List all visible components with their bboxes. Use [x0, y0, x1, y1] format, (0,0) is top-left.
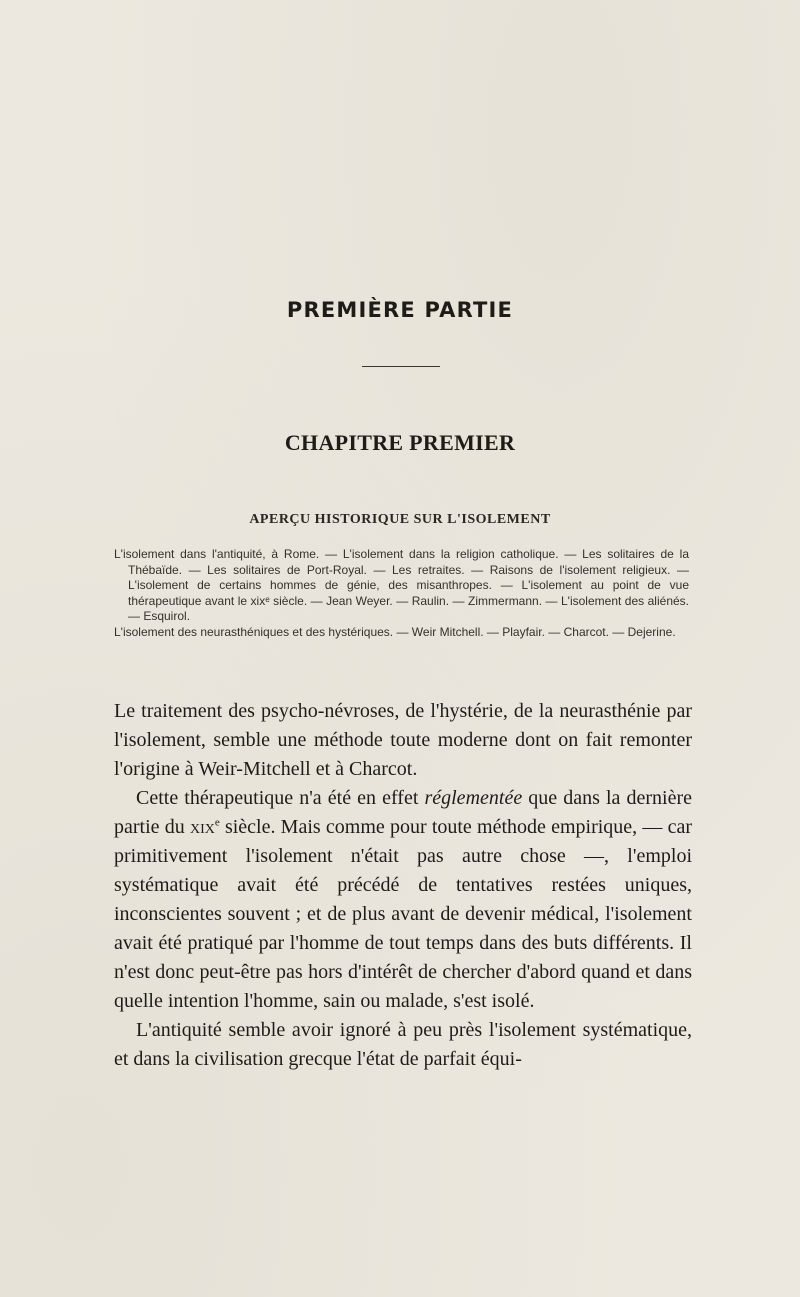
body-paragraph-3: L'antiquité semble avoir ignoré à peu près l'isolement systématique, et dans la civilisation grecque l'état de parfait équi- [114, 1019, 692, 1070]
body-paragraph-2 [114, 784, 692, 1016]
body-text [114, 697, 692, 1074]
century-numeral: xix [189, 816, 215, 838]
summary-paragraph: L'isolement dans l'antiquité, à Rome. — L'isolement dans la religion catholique. — Les solitaires de la Thébaïde. — Les solitaires de Port-Royal. — Les retraites. — Raisons de l'isolement religieux. — L'isolement de certains hommes de génie, des misanthropes. — L'isolement au point de vue thérapeutique avant le xixᵉ siècle. — Jean Weyer. — Raulin. — Zimmermann. — L'isolement des aliénés. — Esquirol. [114, 547, 689, 624]
chapter-title: CHAPITRE PREMIER [284, 430, 516, 455]
text-run: Cette thérapeutique n'a été en effet [136, 787, 425, 809]
century-superscript: e [214, 816, 220, 829]
title-divider [362, 366, 440, 367]
text-run: que dans la dernière partie du [114, 787, 693, 838]
text-run: siècle. Mais comme pour toute méthode empirique, — car primitivement l'isolement n'était pas autre chose —, l'emploi systématique avait été précédé de tentatives restées uniques, inconscientes souvent ; et de plus avant de devenir médical, l'isolement avait été pratiqué par l'homme de tout temps dans des buts différents. Il n'est donc peut-être pas hors d'intérêt de chercher d'abord quand et dans quelle intention l'homme, sain ou malade, s'est isolé. [114, 816, 692, 1012]
body-paragraph-1: Le traitement des psycho-névroses, de l'hystérie, de la neurasthénie par l'isolement, semble une méthode toute moderne dont on fait remonter l'origine à Weir-Mitchell et à Charcot. [114, 700, 692, 780]
part-title: PREMIÈRE PARTIE [286, 298, 514, 322]
chapter-subtitle: APERÇU HISTORIQUE SUR L'ISOLEMENT [249, 512, 551, 527]
emphasis-word: réglementée [424, 787, 523, 809]
chapter-summary [114, 547, 689, 641]
summary-paragraph: L'isolement des neurasthéniques et des hystériques. — Weir Mitchell. — Playfair. — Charcot. — Dejerine. [114, 624, 676, 639]
